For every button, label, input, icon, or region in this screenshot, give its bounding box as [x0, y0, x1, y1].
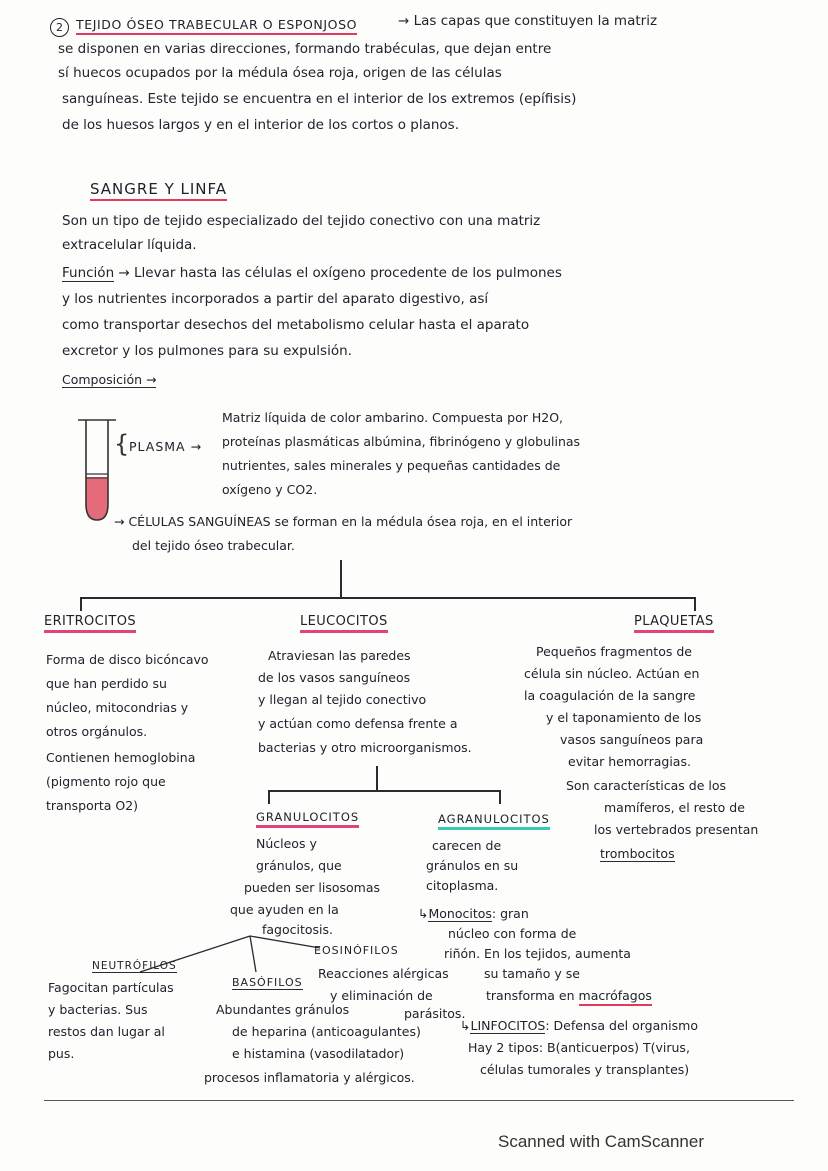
sangre-intro-1: Son un tipo de tejido especializado del tejido conectivo con una matriz	[62, 213, 541, 229]
plaquetas-line-8: mamíferos, el resto de	[604, 800, 745, 815]
agranulocitos-title-text: AGRANULOCITOS	[438, 812, 550, 830]
eritrocitos-line-4: otros orgánulos.	[46, 724, 148, 739]
eritrocitos-line-2: que han perdido su	[46, 676, 167, 691]
trabecular-line-2: se disponen en varias direcciones, formando trabéculas, que dejan entre	[58, 41, 552, 57]
granulocitos-line-4: que ayuden en la	[230, 902, 339, 917]
leuco-connector-horizontal	[268, 790, 500, 792]
section-number-circle	[50, 16, 69, 38]
svg-text:{: {	[114, 430, 130, 458]
section-number: 2	[50, 18, 69, 37]
basofilos-title-text: BASÓFILOS	[232, 976, 303, 989]
tree-connector-right	[694, 597, 696, 611]
plaquetas-line-4: y el taponamiento de los	[546, 710, 702, 725]
monocitos-label: Monocitos	[428, 906, 492, 921]
plaquetas-line-3: la coagulación de la sangre	[524, 688, 696, 703]
plasma-line-2: proteínas plasmáticas albúmina, fibrinógeno y globulinas	[222, 434, 581, 449]
funcion-text-2: y los nutrientes incorporados a partir del aparato digestivo, así	[62, 291, 489, 307]
leucocitos-line-3: y llegan al tejido conectivo	[258, 692, 427, 707]
agranulocitos-line-1: carecen de	[432, 838, 502, 853]
trabecular-line-3: sí huecos ocupados por la médula ósea roja, origen de las células	[58, 65, 502, 81]
eritrocitos-line-5: Contienen hemoglobina	[46, 750, 196, 765]
granulocitos-title	[256, 810, 359, 824]
sangre-intro-2: extracelular líquida.	[62, 237, 197, 253]
plasma-line-3: nutrientes, sales minerales y pequeñas cantidades de	[222, 458, 561, 473]
eritrocitos-line-7: transporta O2)	[46, 798, 139, 813]
plaquetas-line-7: Son características de los	[566, 778, 727, 793]
funcion-text-3: como transportar desechos del metabolismo celular hasta el aparato	[62, 317, 530, 333]
funcion-text-4: excretor y los pulmones para su expulsión.	[62, 343, 352, 359]
linfocitos-text-1: : Defensa del organismo	[545, 1018, 698, 1033]
bottom-rule	[44, 1100, 794, 1101]
celulas-line-2: del tejido óseo trabecular.	[132, 538, 295, 553]
monocitos-text-1: : gran	[491, 906, 529, 921]
leucocitos-line-4: y actúan como defensa frente a	[258, 716, 458, 731]
leucocitos-title	[300, 614, 388, 629]
linfocitos-text-3: células tumorales y transplantes)	[480, 1062, 690, 1077]
camscanner-watermark: Scanned with CamScanner	[498, 1132, 705, 1151]
monocitos-line-5	[486, 986, 652, 1006]
funcion-text-1: → Llevar hasta las células el oxígeno procedente de los pulmones	[118, 265, 562, 281]
neutrofilos-line-3: restos dan lugar al	[48, 1024, 165, 1039]
granulocitos-line-1: Núcleos y	[256, 836, 317, 851]
plaquetas-line-6: evitar hemorragias.	[568, 754, 691, 769]
leuco-connector-left	[268, 790, 270, 804]
eosinofilos-title-text: EOSINÓFILOS	[314, 944, 399, 957]
granulocitos-line-5: fagocitosis.	[262, 922, 334, 937]
granulocitos-line-3: pueden ser lisosomas	[244, 880, 380, 895]
plaquetas-title-text: PLAQUETAS	[634, 614, 714, 633]
linfocitos-text-2: Hay 2 tipos: B(anticuerpos) T(virus,	[468, 1040, 690, 1055]
granulocitos-title-text: GRANULOCITOS	[256, 810, 359, 828]
sangre-title-text: SANGRE Y LINFA	[90, 180, 227, 201]
granulocitos-line-2: gránulos, que	[256, 858, 342, 873]
linfocitos-line-1: ↳LINFOCITOS: Defensa del organismo	[460, 1018, 698, 1033]
basofilos-line-4: procesos inflamatoria y alérgicos.	[204, 1070, 415, 1085]
eosinofilos-title	[314, 944, 399, 957]
tree-connector-left	[80, 597, 82, 611]
plaquetas-line-9: los vertebrados presentan	[594, 822, 759, 837]
trombocitos-term	[600, 844, 675, 864]
neutrofilos-title	[92, 960, 177, 972]
tree-connector-main	[340, 560, 342, 598]
funcion-line-1	[62, 262, 562, 284]
leuco-connector-right	[499, 790, 501, 804]
eritrocitos-title-text: ERITROCITOS	[44, 614, 136, 633]
neutrofilos-line-1: Fagocitan partículas	[48, 980, 174, 995]
neutrofilos-title-text: NEUTRÓFILOS	[92, 960, 177, 972]
plasma-label: PLASMA →	[129, 439, 203, 454]
eosinofilos-line-2: y eliminación de	[330, 988, 433, 1003]
monocitos-line-1: ↳Monocitos: gran	[418, 906, 529, 921]
monocitos-text-3: riñón. En los tejidos, aumenta	[444, 946, 631, 961]
linfocitos-label: LINFOCITOS	[470, 1018, 546, 1033]
trombocitos-text: trombocitos	[600, 846, 675, 861]
leucocitos-line-2: de los vasos sanguíneos	[258, 670, 411, 685]
agranulocitos-title	[438, 812, 550, 826]
basofilos-line-2: de heparina (anticoagulantes)	[232, 1024, 421, 1039]
plasma-line-4: oxígeno y CO2.	[222, 482, 318, 497]
monocitos-text-5: transforma en	[486, 988, 575, 1003]
plaquetas-line-1: Pequeños fragmentos de	[536, 644, 692, 659]
neutrofilos-line-4: pus.	[48, 1046, 75, 1061]
trabecular-title	[76, 14, 357, 36]
plaquetas-title	[634, 614, 714, 629]
plaquetas-line-5: vasos sanguíneos para	[560, 732, 704, 747]
leucocitos-line-5: bacterias y otro microorganismos.	[258, 740, 472, 755]
trabecular-title-text: TEJIDO ÓSEO TRABECULAR O ESPONJOSO	[76, 17, 357, 35]
composicion-label	[62, 370, 156, 390]
test-tube-icon	[68, 412, 130, 524]
eritrocitos-title	[44, 614, 136, 629]
neutrofilos-line-2: y bacterias. Sus	[48, 1002, 148, 1017]
tree-connector-horizontal	[80, 597, 695, 599]
agranulocitos-line-3: citoplasma.	[426, 878, 499, 893]
eosinofilos-line-3: parásitos.	[404, 1006, 466, 1021]
basofilos-title	[232, 976, 303, 989]
eritrocitos-line-3: núcleo, mitocondrias y	[46, 700, 189, 715]
leuco-connector-down	[376, 766, 378, 790]
plaquetas-line-2: célula sin núcleo. Actúan en	[524, 666, 700, 681]
funcion-label: Función	[62, 265, 115, 281]
composicion-label-text: Composición →	[62, 372, 157, 387]
macrofagos-term: macrófagos	[579, 988, 652, 1006]
plasma-line-1: Matriz líquida de color ambarino. Compuesta por H2O,	[222, 410, 564, 425]
monocitos-text-4: su tamaño y se	[484, 966, 580, 981]
eritrocitos-line-1: Forma de disco bicóncavo	[46, 652, 209, 667]
eritrocitos-line-6: (pigmento rojo que	[46, 774, 166, 789]
trabecular-line-4: sanguíneas. Este tejido se encuentra en el interior de los extremos (epífisis)	[62, 91, 577, 107]
basofilos-line-3: e histamina (vasodilatador)	[232, 1046, 405, 1061]
trabecular-line-5: de los huesos largos y en el interior de los cortos o planos.	[62, 117, 460, 133]
eosinofilos-line-1: Reacciones alérgicas	[318, 966, 449, 981]
sangre-title	[90, 180, 227, 198]
trabecular-line-1: → Las capas que constituyen la matriz	[398, 13, 658, 29]
leucocitos-line-1: Atraviesan las paredes	[268, 648, 411, 663]
celulas-line-1: → CÉLULAS SANGUÍNEAS se forman en la médula ósea roja, en el interior	[114, 514, 573, 529]
leucocitos-title-text: LEUCOCITOS	[300, 614, 388, 633]
monocitos-text-2: núcleo con forma de	[448, 926, 577, 941]
basofilos-line-1: Abundantes gránulos	[216, 1002, 350, 1017]
agranulocitos-line-2: gránulos en su	[426, 858, 519, 873]
